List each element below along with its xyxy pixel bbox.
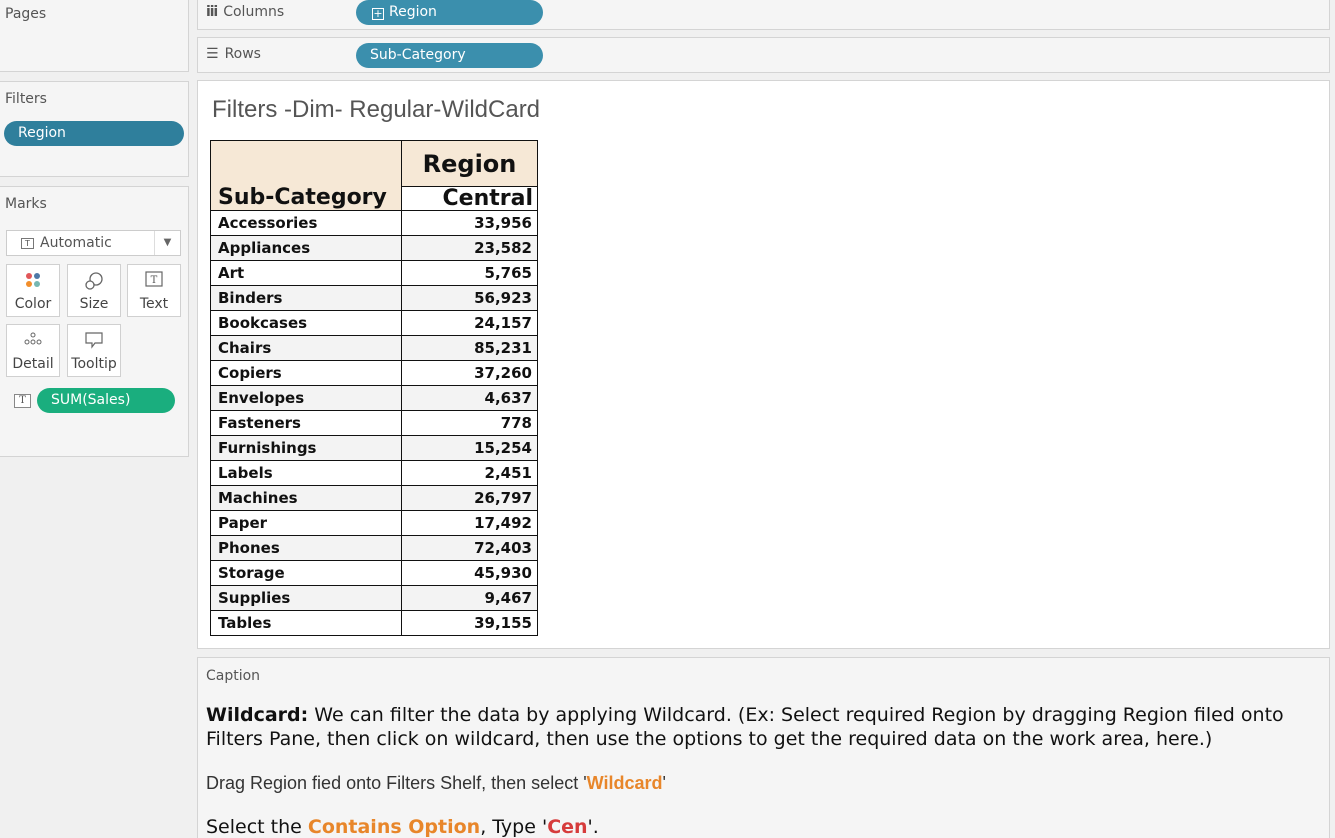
color-icon <box>7 265 59 291</box>
cell-value[interactable]: 4,637 <box>402 386 538 411</box>
text-encoding-icon: T <box>14 394 31 408</box>
row-label[interactable]: Copiers <box>211 361 402 386</box>
tooltip-icon <box>68 325 120 351</box>
table-row <box>211 211 538 236</box>
table-row <box>211 461 538 486</box>
crosstab-body <box>211 211 538 636</box>
row-label[interactable]: Phones <box>211 536 402 561</box>
row-label[interactable]: Envelopes <box>211 386 402 411</box>
columns-pill-region[interactable] <box>356 0 543 25</box>
caption-line-3-mid: , Type ' <box>480 816 548 838</box>
table-row <box>211 386 538 411</box>
mark-type-label: Automatic <box>40 235 112 251</box>
table-row <box>211 411 538 436</box>
row-label[interactable]: Fasteners <box>211 411 402 436</box>
row-label[interactable]: Binders <box>211 286 402 311</box>
cell-value[interactable]: 15,254 <box>402 436 538 461</box>
row-label[interactable]: Bookcases <box>211 311 402 336</box>
caption-line-3 <box>206 815 1306 838</box>
table-row <box>211 311 538 336</box>
chevron-down-icon[interactable]: ▼ <box>154 231 180 255</box>
cell-value[interactable]: 72,403 <box>402 536 538 561</box>
caption-body <box>206 703 1306 838</box>
column-header-region[interactable]: Region <box>402 141 538 187</box>
cell-value[interactable]: 33,956 <box>402 211 538 236</box>
tooltip-label: Tooltip <box>71 356 117 372</box>
row-label[interactable]: Supplies <box>211 586 402 611</box>
cell-value[interactable]: 26,797 <box>402 486 538 511</box>
row-label[interactable]: Labels <box>211 461 402 486</box>
text-label: Text <box>139 296 169 312</box>
detail-icon <box>7 325 59 351</box>
size-icon <box>68 265 120 291</box>
cell-value[interactable]: 23,582 <box>402 236 538 261</box>
row-label[interactable]: Chairs <box>211 336 402 361</box>
filters-panel <box>0 81 189 177</box>
table-row <box>211 436 538 461</box>
rows-label-text: Rows <box>224 46 261 62</box>
text-button[interactable] <box>127 264 181 317</box>
columns-pill-label: Region <box>389 4 437 20</box>
text-mark-icon: T <box>21 238 34 249</box>
rows-shelf <box>197 37 1330 73</box>
row-header-sub-category[interactable]: Sub-Category <box>211 141 402 211</box>
table-row <box>211 586 538 611</box>
cell-value[interactable]: 24,157 <box>402 311 538 336</box>
detail-button[interactable] <box>6 324 60 377</box>
size-button[interactable] <box>67 264 121 317</box>
pages-title: Pages <box>5 6 47 22</box>
row-label[interactable]: Art <box>211 261 402 286</box>
svg-text:T: T <box>150 275 158 286</box>
crosstab-table <box>210 140 538 636</box>
table-row <box>211 261 538 286</box>
caption-line-2-suffix: ' <box>662 773 666 793</box>
sheet-title: Filters -Dim- Regular-WildCard <box>212 96 541 123</box>
cell-value[interactable]: 5,765 <box>402 261 538 286</box>
columns-shelf-label <box>206 4 284 20</box>
row-label[interactable]: Furnishings <box>211 436 402 461</box>
caption-keyword: Wildcard: <box>206 704 309 726</box>
caption-line-2 <box>206 771 1306 795</box>
table-row <box>211 286 538 311</box>
table-row <box>211 611 538 636</box>
caption-line-2-prefix: Drag Region fied onto Filters Shelf, then select ' <box>206 773 587 793</box>
caption-line-3-suffix: '. <box>587 816 599 838</box>
caption-line-3-prefix: Select the <box>206 816 308 838</box>
cell-value[interactable]: 85,231 <box>402 336 538 361</box>
rows-icon: ☰ <box>206 46 219 62</box>
table-row <box>211 361 538 386</box>
row-label[interactable]: Tables <box>211 611 402 636</box>
columns-shelf <box>197 0 1330 30</box>
column-value-central[interactable]: Central <box>402 187 538 211</box>
row-label[interactable]: Paper <box>211 511 402 536</box>
cell-value[interactable]: 56,923 <box>402 286 538 311</box>
row-label[interactable]: Appliances <box>211 236 402 261</box>
caption-line-1 <box>206 703 1306 751</box>
mark-type-dropdown[interactable] <box>6 230 181 256</box>
color-label: Color <box>14 296 52 312</box>
detail-label: Detail <box>12 356 54 372</box>
pages-panel <box>0 0 189 72</box>
table-row <box>211 511 538 536</box>
rows-pill-sub-category[interactable]: Sub-Category <box>356 43 543 68</box>
caption-line-1-text: We can filter the data by applying Wildcard. (Ex: Select required Region by dragging Region filed onto Filters Pane, then click on wildcard, then use the options to get the required data on the work area, here.) <box>206 704 1284 750</box>
caption-panel <box>197 657 1330 838</box>
table-row <box>211 236 538 261</box>
filter-pill-region[interactable]: Region <box>4 121 184 146</box>
caption-highlight-contains: Contains Option <box>307 816 481 838</box>
columns-label-text: Columns <box>223 4 285 20</box>
rows-shelf-label <box>206 46 261 62</box>
worksheet-area <box>197 80 1330 649</box>
table-row <box>211 336 538 361</box>
table-row <box>211 561 538 586</box>
cell-value[interactable]: 39,155 <box>402 611 538 636</box>
expand-icon[interactable]: + <box>373 7 383 20</box>
row-label[interactable]: Accessories <box>211 211 402 236</box>
cell-value[interactable]: 778 <box>402 411 538 436</box>
marks-title: Marks <box>5 196 47 212</box>
caption-highlight-wildcard: Wildcard <box>586 773 663 793</box>
cell-value[interactable]: 9,467 <box>402 586 538 611</box>
table-row <box>211 486 538 511</box>
marks-panel <box>0 186 189 457</box>
cell-value[interactable]: 17,492 <box>402 511 538 536</box>
cell-value[interactable]: 2,451 <box>402 461 538 486</box>
row-label[interactable]: Machines <box>211 486 402 511</box>
color-button[interactable] <box>6 264 60 317</box>
columns-icon: ⅲ <box>206 4 218 20</box>
text-icon <box>128 265 180 291</box>
marks-pill-sum-sales[interactable]: SUM(Sales) <box>37 388 175 413</box>
table-row <box>211 536 538 561</box>
cell-value[interactable]: 45,930 <box>402 561 538 586</box>
filters-title: Filters <box>5 91 47 107</box>
cell-value[interactable]: 37,260 <box>402 361 538 386</box>
size-label: Size <box>79 296 109 312</box>
caption-highlight-cen: Cen <box>547 816 588 838</box>
tooltip-button[interactable] <box>67 324 121 377</box>
caption-label: Caption <box>206 668 261 684</box>
row-label[interactable]: Storage <box>211 561 402 586</box>
